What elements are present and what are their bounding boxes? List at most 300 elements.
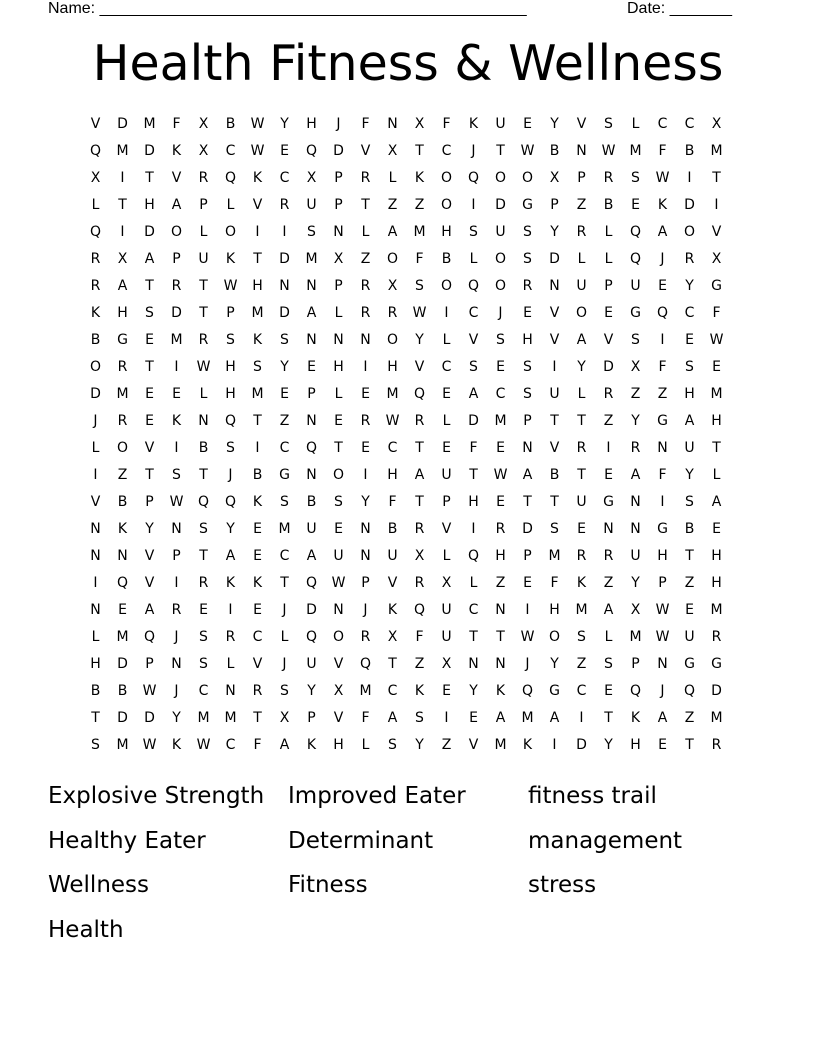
grid-letter: F: [658, 467, 667, 483]
grid-letter: E: [658, 737, 667, 753]
grid-letter: Q: [305, 629, 318, 645]
grid-letter: Q: [359, 656, 372, 672]
grid-letter: S: [280, 683, 289, 699]
word-list-item: stress: [528, 872, 597, 898]
word-list-item: Fitness: [288, 872, 368, 898]
grid-letter: J: [660, 251, 665, 267]
grid-letter: R: [522, 278, 533, 294]
grid-letter: N: [576, 143, 587, 159]
grid-letter: Y: [631, 413, 640, 429]
grid-letter: R: [360, 629, 371, 645]
grid-letter: J: [498, 305, 503, 321]
grid-letter: Q: [116, 575, 129, 591]
grid-letter: N: [360, 548, 371, 564]
grid-letter: E: [604, 683, 613, 699]
grid-letter: R: [171, 602, 182, 618]
grid-letter: O: [116, 440, 129, 456]
grid-letter: I: [471, 521, 476, 537]
grid-letter: R: [117, 413, 128, 429]
grid-row: [82, 678, 730, 705]
grid-letter: H: [225, 359, 236, 375]
grid-letter: W: [331, 575, 346, 591]
word-list-item: Health: [48, 916, 124, 943]
grid-letter: Z: [657, 386, 668, 402]
grid-letter: A: [387, 710, 398, 726]
grid-letter: K: [171, 737, 182, 753]
grid-letter: P: [199, 197, 208, 213]
grid-letter: R: [603, 170, 614, 186]
grid-letter: Y: [280, 359, 289, 375]
grid-letter: W: [709, 332, 724, 348]
grid-letter: N: [90, 548, 101, 564]
grid-letter: M: [359, 683, 372, 699]
grid-letter: N: [198, 413, 209, 429]
grid-letter: E: [442, 683, 451, 699]
grid-letter: D: [171, 305, 182, 321]
grid-letter: G: [603, 494, 614, 510]
grid-letter: Z: [576, 197, 587, 213]
grid-letter: R: [360, 170, 371, 186]
grid-letter: S: [226, 440, 235, 456]
grid-letter: Y: [550, 116, 559, 132]
grid-letter: P: [226, 305, 235, 321]
grid-letter: P: [334, 170, 343, 186]
grid-letter: I: [444, 710, 449, 726]
grid-letter: A: [522, 467, 533, 483]
grid-letter: L: [469, 575, 478, 591]
grid-letter: C: [495, 386, 506, 402]
grid-letter: P: [442, 494, 451, 510]
grid-letter: Q: [413, 602, 426, 618]
grid-letter: H: [711, 548, 722, 564]
grid-letter: S: [253, 359, 262, 375]
word-list-item: management: [528, 827, 683, 854]
grid-letter: N: [90, 521, 101, 537]
grid-letter: Z: [414, 656, 425, 672]
grid-letter: E: [280, 143, 289, 159]
grid-letter: M: [494, 413, 507, 429]
grid-letter: B: [549, 143, 560, 159]
grid-letter: D: [117, 656, 128, 672]
grid-letter: X: [711, 251, 722, 267]
grid-letter: I: [93, 467, 98, 483]
grid-letter: W: [601, 143, 616, 159]
grid-letter: Z: [360, 251, 371, 267]
grid-letter: P: [604, 278, 613, 294]
grid-letter: M: [710, 602, 723, 618]
grid-letter: I: [660, 332, 665, 348]
grid-letter: P: [172, 251, 181, 267]
grid-letter: Y: [631, 575, 640, 591]
grid-letter: H: [657, 548, 668, 564]
grid-letter: M: [143, 116, 156, 132]
grid-letter: M: [305, 251, 318, 267]
grid-letter: M: [386, 386, 399, 402]
grid-letter: S: [280, 494, 289, 510]
grid-letter: B: [117, 494, 128, 510]
grid-letter: Q: [413, 386, 426, 402]
grid-letter: T: [145, 278, 154, 294]
grid-letter: Q: [629, 683, 642, 699]
grid-letter: R: [225, 629, 236, 645]
grid-row: [82, 408, 730, 435]
grid-letter: S: [199, 521, 208, 537]
grid-letter: O: [440, 278, 453, 294]
grid-letter: X: [279, 710, 290, 726]
grid-letter: X: [306, 170, 317, 186]
grid-letter: N: [630, 494, 641, 510]
grid-letter: D: [144, 143, 155, 159]
grid-letter: L: [91, 629, 100, 645]
grid-letter: T: [91, 710, 100, 726]
grid-letter: A: [468, 386, 479, 402]
grid-letter: A: [171, 197, 182, 213]
grid-letter: R: [90, 251, 101, 267]
grid-letter: N: [306, 278, 317, 294]
grid-letter: A: [306, 548, 317, 564]
grid-letter: Q: [656, 305, 669, 321]
grid-letter: A: [414, 467, 425, 483]
grid-letter: Q: [629, 251, 642, 267]
grid-letter: R: [360, 278, 371, 294]
grid-letter: U: [441, 602, 452, 618]
grid-letter: Z: [684, 710, 695, 726]
grid-letter: C: [225, 737, 236, 753]
grid-letter: U: [306, 521, 317, 537]
grid-letter: L: [226, 197, 235, 213]
grid-letter: X: [333, 251, 344, 267]
grid-letter: S: [577, 629, 586, 645]
grid-letter: C: [657, 116, 668, 132]
grid-letter: O: [494, 251, 507, 267]
grid-letter: I: [120, 224, 125, 240]
grid-letter: I: [174, 359, 179, 375]
grid-letter: L: [334, 305, 343, 321]
grid-letter: O: [224, 224, 237, 240]
grid-letter: P: [307, 710, 316, 726]
grid-letter: L: [577, 386, 586, 402]
grid-letter: M: [494, 737, 507, 753]
grid-letter: E: [577, 521, 586, 537]
grid-letter: Y: [226, 521, 235, 537]
grid-letter: X: [117, 251, 128, 267]
grid-letter: V: [468, 332, 479, 348]
grid-letter: E: [253, 602, 262, 618]
grid-letter: S: [226, 332, 235, 348]
grid-letter: W: [250, 143, 265, 159]
grid-row: [82, 354, 730, 381]
grid-letter: T: [199, 305, 208, 321]
grid-letter: Q: [467, 548, 480, 564]
grid-letter: T: [712, 440, 721, 456]
grid-letter: I: [363, 467, 368, 483]
grid-row: [82, 381, 730, 408]
grid-letter: L: [334, 386, 343, 402]
grid-letter: C: [387, 683, 398, 699]
grid-letter: V: [603, 332, 614, 348]
grid-letter: C: [279, 170, 290, 186]
grid-letter: N: [225, 683, 236, 699]
grid-letter: H: [387, 467, 398, 483]
grid-letter: U: [576, 494, 587, 510]
grid-letter: C: [441, 359, 452, 375]
grid-letter: A: [684, 413, 695, 429]
grid-letter: T: [388, 656, 397, 672]
grid-letter: L: [604, 224, 613, 240]
grid-letter: U: [306, 656, 317, 672]
grid-letter: G: [657, 521, 668, 537]
grid-letter: Z: [684, 575, 695, 591]
grid-letter: N: [171, 656, 182, 672]
grid-letter: K: [171, 143, 182, 159]
grid-letter: Z: [441, 737, 452, 753]
grid-letter: V: [360, 143, 371, 159]
grid-letter: I: [660, 494, 665, 510]
grid-letter: A: [576, 332, 587, 348]
grid-letter: L: [442, 332, 451, 348]
grid-letter: Y: [280, 116, 289, 132]
grid-letter: E: [442, 386, 451, 402]
grid-letter: T: [145, 359, 154, 375]
grid-letter: T: [415, 494, 424, 510]
grid-letter: I: [363, 359, 368, 375]
grid-letter: V: [576, 116, 587, 132]
grid-letter: Q: [305, 575, 318, 591]
grid-letter: V: [387, 575, 398, 591]
grid-letter: H: [468, 494, 479, 510]
grid-letter: E: [604, 305, 613, 321]
grid-letter: J: [174, 683, 179, 699]
grid-letter: T: [577, 413, 586, 429]
grid-letter: S: [604, 656, 613, 672]
grid-letter: U: [441, 467, 452, 483]
grid-letter: Q: [224, 413, 237, 429]
grid-letter: P: [145, 656, 154, 672]
grid-letter: Z: [279, 413, 290, 429]
grid-row: [82, 327, 730, 354]
grid-letter: Y: [415, 737, 424, 753]
grid-letter: U: [333, 548, 344, 564]
grid-row: [82, 732, 730, 759]
grid-letter: V: [468, 737, 479, 753]
grid-letter: C: [198, 683, 209, 699]
grid-letter: M: [170, 332, 183, 348]
grid-letter: I: [174, 440, 179, 456]
grid-letter: I: [714, 197, 719, 213]
grid-letter: T: [145, 170, 154, 186]
grid-letter: S: [199, 629, 208, 645]
grid-letter: S: [685, 359, 694, 375]
grid-letter: N: [630, 521, 641, 537]
grid-letter: B: [117, 683, 128, 699]
grid-letter: V: [549, 305, 560, 321]
grid-letter: D: [90, 386, 101, 402]
grid-letter: E: [523, 575, 532, 591]
grid-letter: L: [361, 737, 370, 753]
grid-letter: V: [90, 494, 101, 510]
grid-letter: Y: [604, 737, 613, 753]
grid-letter: R: [414, 413, 425, 429]
grid-letter: V: [549, 440, 560, 456]
grid-letter: N: [522, 440, 533, 456]
grid-letter: X: [441, 575, 452, 591]
grid-letter: Z: [603, 575, 614, 591]
grid-letter: T: [415, 143, 424, 159]
grid-letter: U: [684, 440, 695, 456]
grid-letter: A: [630, 467, 641, 483]
grid-letter: Q: [521, 683, 534, 699]
grid-letter: L: [712, 467, 721, 483]
grid-letter: H: [333, 737, 344, 753]
grid-letter: R: [711, 737, 722, 753]
word-list-item: Determinant: [288, 827, 434, 854]
grid-letter: U: [495, 224, 506, 240]
grid-letter: J: [282, 656, 287, 672]
grid-letter: H: [387, 359, 398, 375]
grid-letter: M: [224, 710, 237, 726]
grid-letter: W: [196, 359, 211, 375]
grid-letter: S: [523, 359, 532, 375]
grid-letter: Q: [467, 170, 480, 186]
grid-row: [82, 273, 730, 300]
grid-row: [82, 462, 730, 489]
grid-letter: T: [469, 629, 478, 645]
grid-letter: M: [710, 710, 723, 726]
grid-letter: N: [279, 278, 290, 294]
grid-letter: E: [685, 602, 694, 618]
grid-letter: X: [414, 548, 425, 564]
grid-letter: J: [282, 602, 287, 618]
grid-letter: L: [442, 413, 451, 429]
grid-letter: W: [520, 629, 535, 645]
word-list-item: Wellness: [48, 872, 150, 898]
grid-letter: T: [361, 197, 370, 213]
grid-letter: R: [198, 170, 209, 186]
grid-letter: D: [144, 224, 155, 240]
grid-letter: N: [495, 656, 506, 672]
grid-letter: A: [711, 494, 722, 510]
grid-letter: I: [255, 224, 260, 240]
grid-letter: D: [603, 359, 614, 375]
grid-letter: I: [687, 170, 692, 186]
grid-letter: I: [120, 170, 125, 186]
grid-letter: E: [523, 305, 532, 321]
grid-letter: F: [415, 251, 424, 267]
grid-letter: Y: [685, 278, 694, 294]
grid-letter: Z: [576, 656, 587, 672]
grid-letter: Y: [415, 332, 424, 348]
grid-row: [82, 435, 730, 462]
grid-letter: S: [469, 359, 478, 375]
grid-letter: W: [223, 278, 238, 294]
grid-letter: R: [360, 305, 371, 321]
grid-letter: M: [629, 629, 642, 645]
grid-letter: P: [361, 575, 370, 591]
grid-letter: C: [279, 440, 290, 456]
grid-letter: Y: [550, 224, 559, 240]
grid-letter: P: [523, 413, 532, 429]
grid-letter: Q: [629, 224, 642, 240]
grid-letter: E: [199, 602, 208, 618]
grid-letter: X: [387, 278, 398, 294]
grid-letter: D: [144, 710, 155, 726]
grid-letter: C: [225, 143, 236, 159]
grid-letter: U: [576, 278, 587, 294]
grid-letter: B: [684, 143, 695, 159]
grid-letter: S: [172, 467, 181, 483]
grid-letter: E: [253, 548, 262, 564]
grid-letter: Z: [117, 467, 128, 483]
grid-letter: V: [171, 170, 182, 186]
grid-letter: M: [710, 143, 723, 159]
grid-letter: M: [251, 305, 264, 321]
grid-letter: R: [198, 332, 209, 348]
grid-letter: V: [144, 440, 155, 456]
grid-letter: G: [522, 197, 533, 213]
grid-letter: S: [415, 710, 424, 726]
grid-letter: N: [495, 602, 506, 618]
grid-letter: R: [414, 575, 425, 591]
word-list-item: Improved Eater: [288, 783, 466, 809]
grid-letter: L: [388, 170, 397, 186]
grid-letter: L: [604, 251, 613, 267]
grid-letter: Y: [145, 521, 154, 537]
grid-letter: R: [117, 359, 128, 375]
grid-row: [82, 246, 730, 273]
grid-letter: N: [306, 467, 317, 483]
grid-row: [82, 624, 730, 651]
grid-letter: D: [279, 251, 290, 267]
grid-letter: Y: [685, 467, 694, 483]
grid-letter: F: [469, 440, 478, 456]
grid-letter: M: [251, 386, 264, 402]
grid-letter: U: [387, 548, 398, 564]
grid-letter: M: [116, 737, 129, 753]
grid-letter: H: [711, 413, 722, 429]
grid-letter: J: [525, 656, 530, 672]
grid-row: [82, 516, 730, 543]
grid-letter: K: [387, 602, 398, 618]
grid-letter: T: [253, 251, 262, 267]
grid-letter: T: [604, 710, 613, 726]
grid-letter: R: [495, 521, 506, 537]
grid-letter: X: [549, 170, 560, 186]
grid-letter: N: [549, 278, 560, 294]
grid-letter: G: [549, 683, 560, 699]
grid-letter: C: [468, 602, 479, 618]
grid-letter: B: [90, 332, 101, 348]
grid-letter: K: [171, 413, 182, 429]
grid-letter: E: [172, 386, 181, 402]
grid-letter: T: [199, 467, 208, 483]
word-list-item: Healthy Eater: [48, 827, 206, 854]
grid-letter: S: [550, 521, 559, 537]
grid-letter: V: [252, 197, 263, 213]
grid-row: [82, 570, 730, 597]
grid-letter: R: [90, 278, 101, 294]
grid-row: [82, 165, 730, 192]
grid-letter: E: [496, 359, 505, 375]
grid-letter: O: [332, 629, 345, 645]
grid-letter: S: [631, 332, 640, 348]
grid-letter: Q: [143, 629, 156, 645]
grid-letter: V: [144, 575, 155, 591]
grid-letter: O: [575, 305, 588, 321]
grid-letter: T: [469, 467, 478, 483]
grid-letter: E: [361, 440, 370, 456]
grid-letter: Q: [197, 494, 210, 510]
grid-letter: I: [552, 359, 557, 375]
